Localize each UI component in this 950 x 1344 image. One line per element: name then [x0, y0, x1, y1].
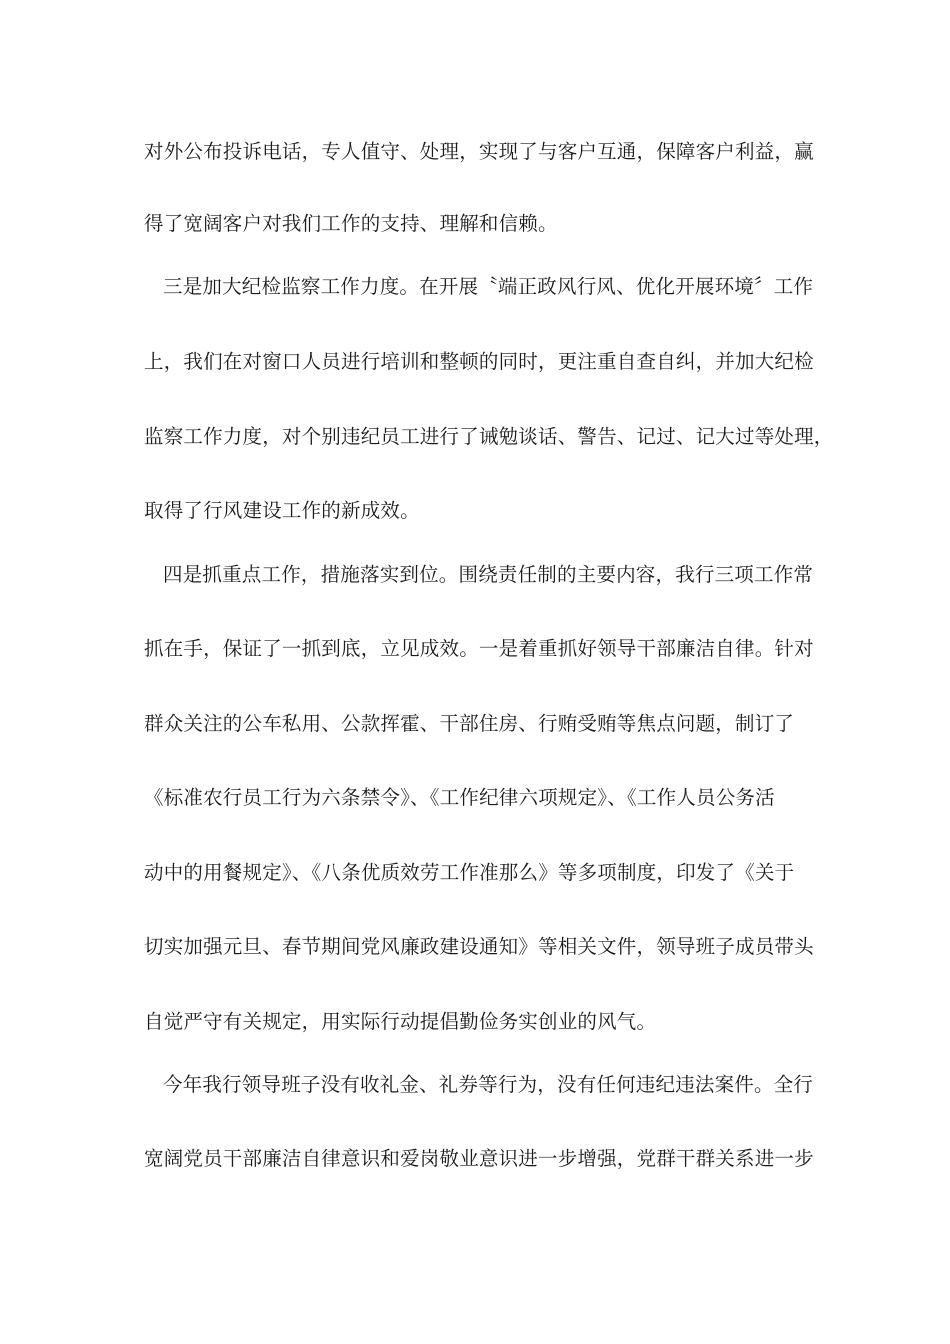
text-line: 抓在手，保证了一抓到底，立见成效。一是着重抓好领导干部廉洁自律。针对 — [144, 637, 814, 660]
text-line: 动中的用餐规定》、《八条优质效劳工作准那么》等多项制度，印发了《关于 — [144, 861, 795, 884]
text-line: 上，我们在对窗口人员进行培训和整顿的同时，更注重自查自纠，并加大纪检 — [144, 350, 814, 373]
text-line: 群众关注的公车私用、公款挥霍、干部住房、行贿受贿等焦点问题，制订了 — [144, 712, 795, 735]
text-line: 自觉严守有关规定，用实际行动提倡勤俭务实创业的风气。 — [144, 1010, 657, 1033]
text-line: 对外公布投诉电话，专人值守、处理，实现了与客户互通，保障客户利益，赢 — [144, 140, 814, 163]
paragraph-start-line: 四是抓重点工作，措施落实到位。围绕责任制的主要内容，我行三项工作常 — [163, 563, 814, 586]
paragraph-start-line: 三是加大纪检监察工作力度。在开展〝端正政风行风、优化开展环境〞工作 — [163, 275, 814, 298]
text-line: 得了宽阔客户对我们工作的支持、理解和信赖。 — [144, 212, 558, 235]
text-line: 取得了行风建设工作的新成效。 — [144, 499, 420, 522]
paragraph-start-line: 今年我行领导班子没有收礼金、礼券等行为，没有任何违纪违法案件。全行 — [163, 1073, 814, 1096]
text-line: 宽阔党员干部廉洁自律意识和爱岗敬业意识进一步增强，党群干群关系进一步 — [144, 1147, 814, 1170]
text-line: 《标准农行员工行为六条禁令》、《工作纪律六项规定》、《工作人员公务活 — [144, 786, 775, 809]
text-line: 监察工作力度，对个别违纪员工进行了诫勉谈话、警告、记过、记大过等处理， — [144, 425, 834, 448]
text-line: 切实加强元旦、春节期间党风廉政建设通知》等相关文件，领导班子成员带头 — [144, 935, 814, 958]
